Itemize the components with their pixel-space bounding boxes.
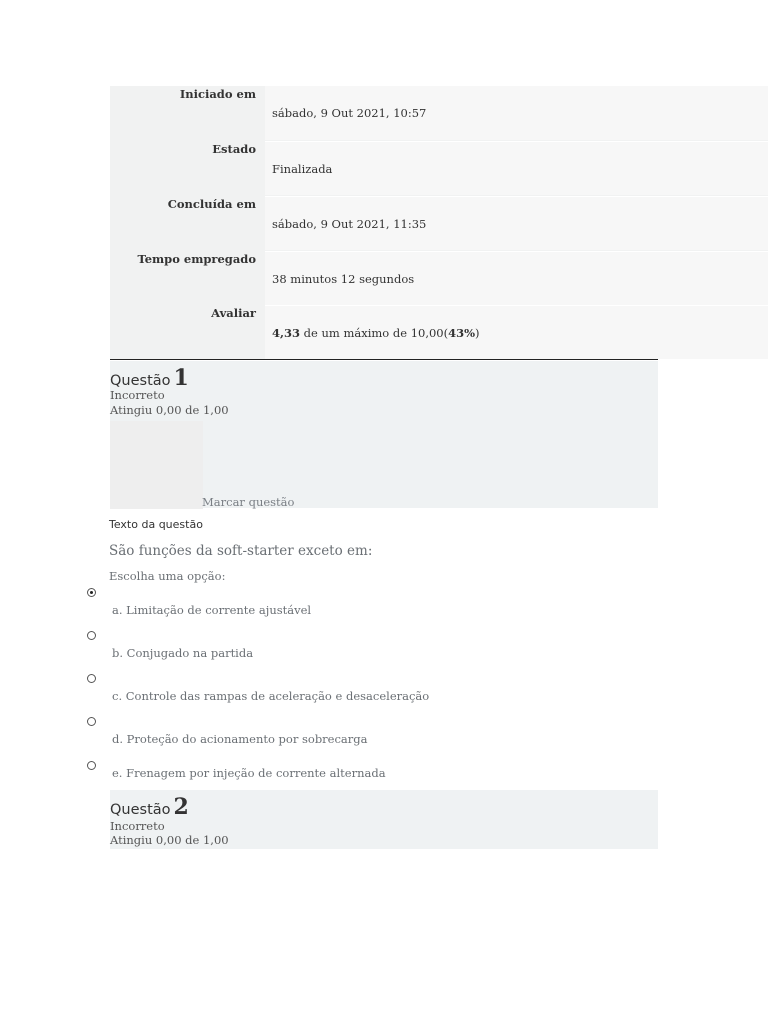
option-b-radio[interactable] [87,631,96,640]
option-c-label[interactable]: c. Controle das rampas de aceleração e desaceleração [112,689,430,703]
question-2-info [110,790,658,849]
attempt-summary-table [110,86,768,359]
summary-row-state [110,141,768,195]
grade-value [272,326,480,340]
question-number: 1 [173,365,189,391]
summary-value-cell [265,251,768,305]
question-2-state: Incorreto [110,819,165,833]
option-e-radio[interactable] [87,761,96,770]
summary-row-finished [110,196,768,250]
grade-percent: 43% [448,326,476,340]
summary-value: sábado, 9 Out 2021, 10:57 [272,106,427,120]
summary-row-grade [110,305,768,359]
question-1-grade: Atingiu 0,00 de 1,00 [110,403,229,417]
option-a-label[interactable]: a. Limitação de corrente ajustável [112,603,312,617]
question-1-info [110,361,658,508]
option-d-label[interactable]: d. Proteção do acionamento por sobrecarga [112,732,368,746]
summary-label: Concluída em [167,197,256,211]
question-label: Questão [110,373,171,389]
option-c-radio[interactable] [87,674,96,683]
question-2-title [110,794,189,820]
summary-value: sábado, 9 Out 2021, 11:35 [272,217,427,231]
option-d-radio[interactable] [87,717,96,726]
divider [110,359,658,360]
summary-value-cell [265,196,768,250]
question-1-state: Incorreto [110,388,165,402]
summary-label: Avaliar [211,306,256,320]
summary-value-cell [265,305,768,359]
grade-score: 4,33 [272,326,301,340]
grade-max: de um máximo de 10,00( [300,326,449,340]
question-text: São funções da soft-starter exceto em: [109,543,373,559]
flag-area [110,421,203,509]
flag-question-link[interactable]: Marcar questão [202,495,295,509]
option-e-label[interactable]: e. Frenagem por injeção de corrente alternada [112,766,386,780]
question-number: 2 [173,794,189,820]
choose-option-prompt: Escolha uma opção: [109,569,226,583]
summary-row-started [110,86,768,140]
summary-value: 38 minutos 12 segundos [272,272,415,286]
grade-close: ) [475,326,480,340]
option-a-radio[interactable] [87,588,96,597]
summary-value: Finalizada [272,162,333,176]
summary-label: Iniciado em [179,87,256,101]
summary-row-time-taken [110,251,768,305]
summary-label: Estado [212,142,256,156]
summary-label: Tempo empregado [137,252,256,266]
question-2-grade: Atingiu 0,00 de 1,00 [110,833,229,847]
question-text-heading: Texto da questão [109,518,203,531]
summary-value-cell [265,141,768,195]
option-b-label[interactable]: b. Conjugado na partida [112,646,254,660]
summary-value-cell [265,86,768,140]
question-label: Questão [110,802,171,818]
